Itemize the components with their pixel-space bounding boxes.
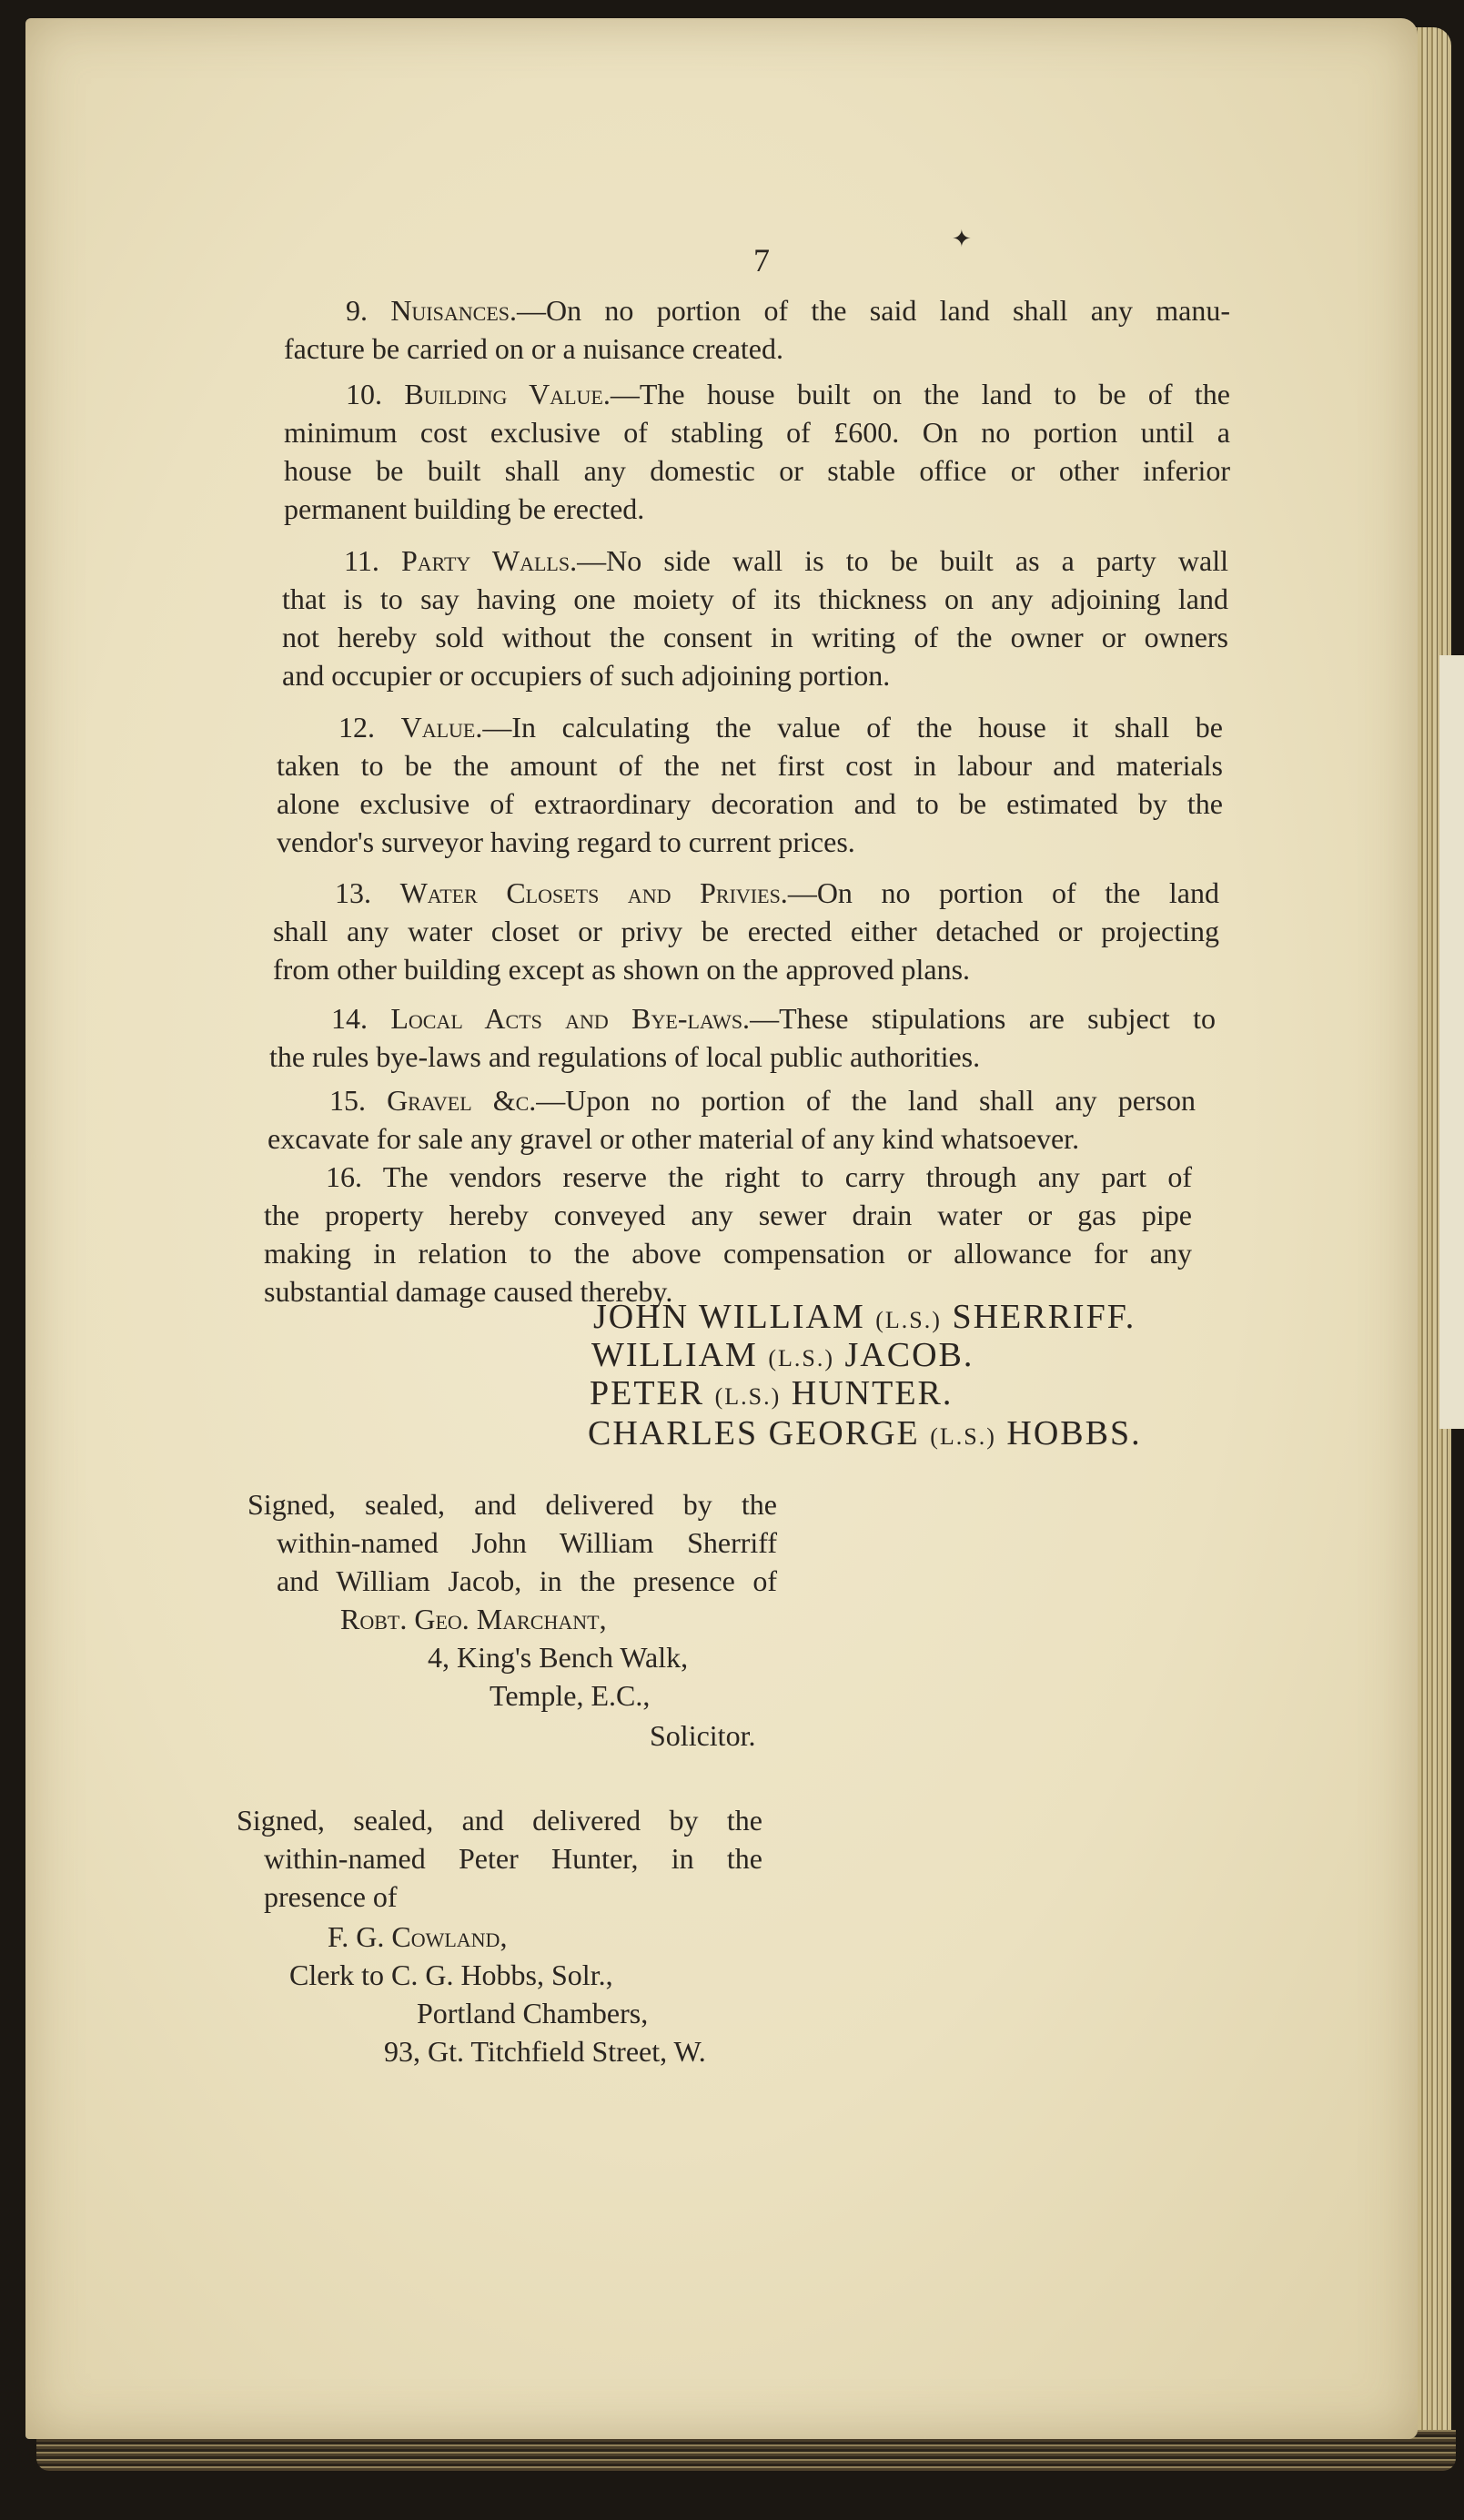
- clause-text: not hereby sold without the consent in writing of the owner or owners: [282, 621, 1228, 653]
- clause-12: [277, 708, 1223, 861]
- witness-text: within-named Peter Hunter, in the: [264, 1842, 762, 1875]
- clause-text: that is to say having one moiety of its thickness on any adjoining land: [282, 582, 1228, 615]
- seal-mark: (L.S.): [875, 1307, 942, 1333]
- witness-text: Signed, sealed, and delivered by the: [247, 1488, 777, 1521]
- clause-14: [269, 999, 1216, 1076]
- seal-mark: (L.S.): [930, 1423, 996, 1450]
- signatory-first-name: JOHN WILLIAM: [593, 1298, 865, 1336]
- clause-text: —On no portion of the said land shall any manu-: [517, 294, 1231, 327]
- witness-text: and William Jacob, in the presence of: [277, 1564, 777, 1597]
- witness-name: F. G. Cowland,: [328, 1920, 508, 1953]
- signatory-surname: SHERRIFF.: [952, 1298, 1136, 1336]
- clause-text: the rules bye-laws and regulations of local public authorities.: [269, 1040, 981, 1073]
- clause-heading: Gravel &c.: [387, 1084, 537, 1117]
- clause-heading: Water Closets and Privies.: [399, 876, 788, 909]
- signatory-first-name: CHARLES GEORGE: [588, 1414, 920, 1452]
- clause-number: 15.: [329, 1084, 366, 1117]
- clause-text: —No side wall is to be built as a party wall: [577, 544, 1228, 577]
- signatory-surname: HUNTER.: [791, 1374, 954, 1412]
- clause-heading: Party Walls.: [400, 544, 578, 577]
- witness-address: 4, King's Bench Walk,: [428, 1641, 689, 1674]
- witness-text: Signed, sealed, and delivered by the: [237, 1804, 762, 1837]
- seal-mark: (L.S.): [714, 1383, 782, 1410]
- clause-text: making in relation to the above compensation or allowance for any: [264, 1237, 1192, 1270]
- signatory-surname: JACOB.: [844, 1336, 974, 1374]
- witness-text: presence of: [264, 1880, 398, 1913]
- page-tab-marker: [1439, 655, 1464, 1429]
- witness-address: 93, Gt. Titchfield Street, W.: [384, 2035, 706, 2068]
- clause-text: house be built shall any domestic or stable office or other inferior: [284, 454, 1230, 487]
- clause-text: The vendors reserve the right to carry through any part of: [382, 1160, 1193, 1193]
- clause-13: [273, 874, 1219, 988]
- clause-text: from other building except as shown on the approved plans.: [273, 953, 971, 986]
- clause-16: [264, 1158, 1192, 1311]
- clause-text: alone exclusive of extraordinary decoration and to be estimated by the: [277, 787, 1223, 820]
- signatory-line: [591, 1335, 974, 1375]
- clause-number: 10.: [346, 378, 382, 410]
- clause-text: minimum cost exclusive of stabling of £600. On no portion until a: [284, 416, 1230, 449]
- signatory-line: [590, 1373, 953, 1413]
- clause-text: —On no portion of the land: [787, 876, 1219, 909]
- clause-heading: Value.: [400, 711, 483, 744]
- clause-text: the property hereby conveyed any sewer drain water or gas pipe: [264, 1199, 1192, 1231]
- clause-text: excavate for sale any gravel or other material of any kind whatsoever.: [268, 1122, 1080, 1155]
- clause-15: [268, 1081, 1196, 1158]
- witness-occupation: Solicitor.: [650, 1719, 756, 1752]
- witness-address: Portland Chambers,: [417, 1997, 649, 2029]
- clause-number: 12.: [338, 711, 375, 744]
- witness-name: Robt. Geo. Marchant,: [340, 1603, 607, 1635]
- clause-text: taken to be the amount of the net first cost in labour and materials: [277, 749, 1223, 782]
- clause-heading: Nuisances.: [390, 294, 517, 327]
- witness-address: Temple, E.C.,: [490, 1679, 651, 1712]
- signatory-first-name: PETER: [590, 1374, 705, 1412]
- seal-mark: (L.S.): [768, 1345, 835, 1371]
- document-page: [25, 18, 1418, 2439]
- witness-text: within-named John William Sherriff: [277, 1526, 777, 1559]
- clause-10: [284, 375, 1230, 528]
- signatory-line: [588, 1413, 1142, 1453]
- ink-mark-icon: ✦: [952, 226, 972, 252]
- clause-text: shall any water closet or privy be erected either detached or projecting: [273, 915, 1219, 947]
- clause-heading: Local Acts and Bye-laws.: [390, 1002, 751, 1035]
- clause-number: 13.: [335, 876, 371, 909]
- clause-text: —Upon no portion of the land shall any person: [536, 1084, 1196, 1117]
- clause-number: 16.: [326, 1160, 362, 1193]
- clause-9: [284, 291, 1230, 368]
- clause-text: —In calculating the value of the house it shall be: [482, 711, 1224, 744]
- clause-heading: Building Value.: [404, 378, 611, 410]
- clause-11: [282, 541, 1228, 694]
- clause-number: 9.: [346, 294, 368, 327]
- witness-occupation: Clerk to C. G. Hobbs, Solr.,: [289, 1958, 613, 1991]
- page-number: 7: [753, 242, 770, 278]
- clause-text: facture be carried on or a nuisance created.: [284, 332, 783, 365]
- signatory-line: [593, 1297, 1136, 1337]
- signatory-surname: HOBBS.: [1006, 1414, 1142, 1452]
- clause-number: 11.: [344, 544, 379, 577]
- clause-number: 14.: [331, 1002, 368, 1035]
- clause-text: permanent building be erected.: [284, 492, 645, 525]
- clause-text: —These stipulations are subject to: [750, 1002, 1216, 1035]
- clause-text: —The house built on the land to be of the: [610, 378, 1231, 410]
- clause-text: vendor's surveyor having regard to current prices.: [277, 825, 855, 858]
- signatory-first-name: WILLIAM: [591, 1336, 758, 1374]
- clause-text: and occupier or occupiers of such adjoining portion.: [282, 659, 891, 692]
- clause-text: substantial damage caused thereby.: [264, 1275, 673, 1308]
